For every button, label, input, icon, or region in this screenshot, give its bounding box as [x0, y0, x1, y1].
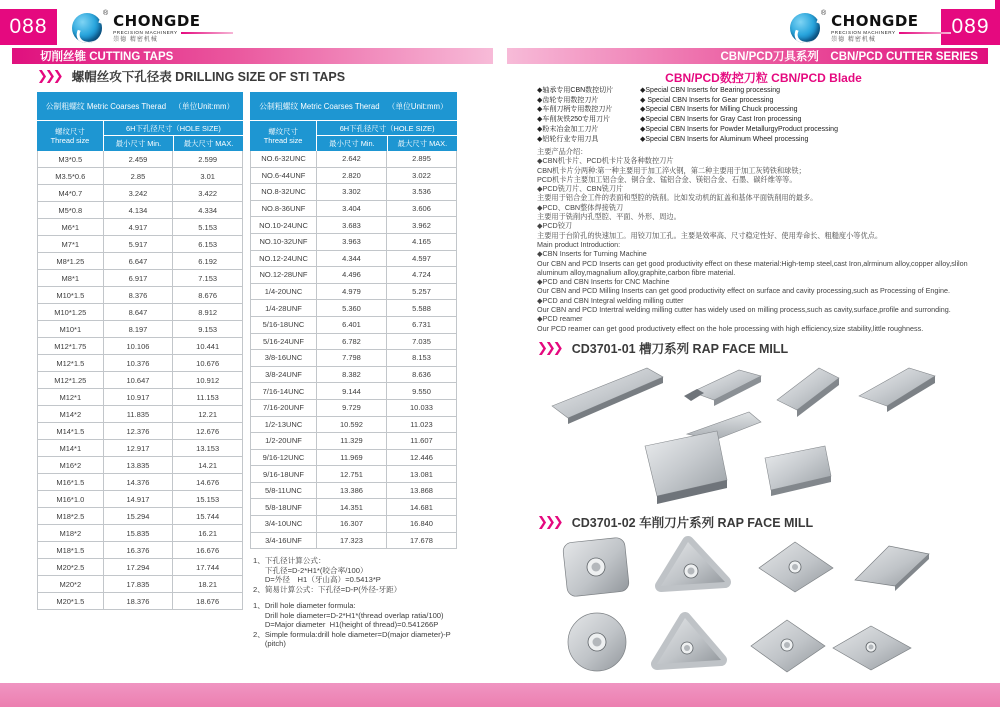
intro-line: Our PCD reamer can get good productivety effect on the hole processing with high efficiency,size stability,little roughness.	[537, 323, 924, 333]
insert-rhombic-1	[759, 542, 833, 592]
note-line: (pitch)	[253, 639, 286, 649]
intro-line: PCD机卡片主要加工铝合金、铜合金、锰铝合金、镁铝合金、石墨、碳纤维等等。	[537, 174, 797, 184]
feature-item: ◆Special CBN Inserts for Bearing processing	[640, 87, 780, 94]
table-row: M5*0.8 4.134 4.334	[37, 202, 243, 219]
table-row: M4*0.7 3.242 3.422	[37, 185, 243, 202]
section-bar-left	[12, 48, 493, 64]
drilling-size-title	[37, 67, 345, 85]
table1-col-min: 最小尺寸 Min.	[104, 136, 174, 151]
feature-item: ◆铝轮行业专用刀具	[537, 135, 599, 143]
lathe-tool-2	[684, 370, 761, 406]
feature-item: ◆Special CBN Inserts for Aluminum Wheel processing	[640, 135, 809, 143]
note-line: 下孔径=D-2*H1*(咬合率/100）	[253, 565, 368, 575]
inserts-illustration	[537, 528, 990, 680]
table1-col-max: 最大尺寸 MAX.	[183, 139, 234, 148]
table-row: M20*2.5 17.294 17.744	[37, 559, 243, 576]
table-row: 1/4-20UNC 4.979 5.257	[250, 284, 457, 301]
table-row: M16*1.5 14.376 14.676	[37, 474, 243, 491]
series1-title-label: CD3701-01 槽刀系列 RAP FACE MILL	[571, 342, 789, 356]
lathe-tool-6	[765, 446, 831, 496]
intro-line: ◆PCD铣刀片、CBN铣刀片	[537, 184, 624, 194]
lathe-tool-4	[859, 368, 935, 412]
brand-chinese: 崇德 精密机械	[113, 37, 158, 44]
insert-trigon	[657, 618, 721, 664]
footer-bar	[0, 683, 1000, 707]
feature-item: ◆Special CBN Inserts for Powder MetallurgyProduct processing	[640, 125, 838, 133]
section-bar-left-label: 切削丝锥 CUTTING TAPS	[40, 51, 174, 63]
insert-parallelogram	[855, 546, 929, 591]
section-bar-right	[507, 48, 988, 64]
table-row: 5/16-18UNC 6.401 6.731	[250, 317, 457, 334]
feature-item: ◆车削刀柄专用数控刀片	[537, 106, 613, 114]
table-row: 3/4-16UNF 17.323 17.678	[250, 533, 457, 550]
registered-mark: ®	[103, 10, 109, 17]
table-row: M12*1.25 10.647 10.912	[37, 372, 243, 389]
metric-thread-table	[37, 92, 243, 610]
table-row: 5/16-24UNF 6.782 7.035	[250, 334, 457, 351]
intro-line: ◆CBN Inserts for Turning Machine	[537, 249, 647, 259]
chevrons-icon: ❯❯❯	[537, 514, 561, 529]
table-row: M6*1 4.917 5.153	[37, 219, 243, 236]
drilling-size-title-label: 螺帽丝攻下孔径表 DRILLING SIZE OF STI TAPS	[71, 70, 346, 84]
features-list-en	[640, 86, 940, 144]
insert-rhombic-2	[751, 620, 825, 672]
intro-line: ◆PCD and CBN Inserts for CNC Machine	[537, 277, 670, 287]
feature-item: ◆车削灰铁250专用刀片	[537, 116, 611, 124]
note-line: 2、简易计算公式：下孔径=D-P(外径-牙距）	[253, 584, 402, 594]
note-line: D=外径 H1（牙山高）=0.5413*P	[253, 575, 381, 585]
feature-item: ◆轴承专用CBN数控切片	[537, 87, 614, 94]
brand-subtitle: PRECISION MACHINERY	[113, 29, 178, 35]
page-number-right-label: 089	[951, 15, 990, 38]
page-number-left-label: 088	[9, 15, 48, 38]
table-row: 1/4-28UNF 5.360 5.588	[250, 300, 457, 317]
table2-col-hole: 6H下孔径尺寸（HOLE SIZE)	[317, 121, 457, 136]
table-row: 3/8-24UNF 8.382 8.636	[250, 367, 457, 384]
insert-round	[568, 613, 626, 671]
brand-chinese: 崇德 精密机械	[831, 37, 876, 44]
intro-line: Main product Introduction:	[537, 239, 621, 249]
table-row: 9/16-12UNC 11.969 12.446	[250, 450, 457, 467]
lathe-tool-1	[552, 368, 663, 424]
insert-square	[562, 537, 629, 597]
table1-title: 公制粗螺纹 Metric Coarses Therad	[45, 101, 167, 111]
series2-title-label: CD3701-02 车削刀片系列 RAP FACE MILL	[571, 516, 814, 530]
table-row: NO.10-32UNF 3.963 4.165	[250, 234, 457, 251]
table-row: NO.12-24UNC 4.344 4.597	[250, 251, 457, 268]
intro-line: ◆PCD铰刀	[537, 221, 573, 231]
table-row: NO.8-36UNF 3.404 3.606	[250, 201, 457, 218]
globe-icon	[72, 13, 102, 43]
table-row: M20*2 17.835 18.21	[37, 576, 243, 593]
table-row: M16*2 13.835 14.21	[37, 457, 243, 474]
note-line: 1、下孔径计算公式：	[253, 556, 326, 565]
intro-line: Our CBN and PCD Inserts can get good productivity effect on these material:High-temp steel,cast Iron,alrminum alloy,copper alloy,slilon aluminum alloy,magnalium alloy,graphite,carbon fibre material.	[537, 258, 968, 277]
formula-notes-en	[253, 601, 493, 649]
table-row: NO.10-24UNC 3.683 3.962	[250, 217, 457, 234]
table-row: 9/16-18UNF 12.751 13.081	[250, 466, 457, 483]
table-row: M18*1.5 16.376 16.676	[37, 542, 243, 559]
table-row: 5/8-11UNC 13.386 13.868	[250, 483, 457, 500]
table2-title: 公制粗螺纹 Metric Coarses Therad	[259, 101, 380, 111]
intro-line: Our CBN and PCD Intertral welding milling cutter has widely used on milling process,such as cavity,surface,profile and surronding.	[537, 305, 951, 315]
table-row: M20*1.5 18.376 18.676	[37, 593, 243, 610]
table-row: 7/16-20UNF 9.729 10.033	[250, 400, 457, 417]
table-row: 3/8-16UNC 7.798 8.153	[250, 350, 457, 367]
table2-col-min: 最小尺寸 Min.	[317, 136, 387, 151]
insert-rhombic-3	[833, 626, 911, 670]
chevrons-icon: ❯❯❯	[537, 340, 561, 355]
brand-dash	[181, 32, 233, 35]
note-line: 2、Simple formula:drill hole diameter=D(major diameter)-P	[253, 629, 451, 639]
table-row: M12*1.5 10.376 10.676	[37, 355, 243, 372]
table-row: M14*1 12.917 13.153	[37, 440, 243, 457]
registered-mark: ®	[821, 10, 827, 17]
table1-col-hole: 6H下孔径尺寸（HOLE SIZE)	[104, 121, 243, 136]
table-row: M14*1.5 12.376 12.676	[37, 423, 243, 440]
intro-line: 主要产品介绍：	[537, 147, 588, 156]
corner-accent	[995, 0, 1000, 9]
globe-icon	[790, 13, 820, 43]
intro-line: 主要用于铣削内孔型腔、平面、外形、周边。	[537, 212, 681, 222]
note-line: Drill hole diameter=D-2*H1*(thread overlap ratia/100)	[253, 610, 444, 620]
brand-name: CHONGDE	[113, 12, 201, 30]
table2-unit: （单位Unit:mm）	[387, 101, 448, 111]
brand-name: CHONGDE	[831, 12, 919, 30]
intro-line: ◆PCD reamer	[537, 314, 583, 324]
intro-line: CBN机卡片分两种:第一种主要用于加工淬火钢，第二种主要用于加工灰铸铁和球铁；	[537, 165, 806, 175]
brand-logo-left	[72, 10, 233, 46]
table-row: NO.6-32UNC 2.642 2.895	[250, 151, 457, 168]
table-row: 7/16-14UNC 9.144 9.550	[250, 383, 457, 400]
table-row: M3*0.5 2.459 2.599	[37, 151, 243, 168]
lathe-tool-3	[777, 368, 839, 417]
feature-item: ◆齿轮专用数控刀片	[537, 96, 599, 104]
table-row: 5/8-18UNF 14.351 14.681	[250, 499, 457, 516]
section-bar-right-label: CBN/PCD刀具系列 CBN/PCD CUTTER SERIES	[720, 51, 978, 63]
table-row: M18*2.5 15.294 15.744	[37, 508, 243, 525]
intro-line: Our CBN and PCD Milling Inserts can get good productivity effect on surface and cavity processing,such as Processing of Engine.	[537, 286, 950, 296]
table1-unit: （单位Unit:mm）	[174, 101, 235, 111]
table-row: M8*1 6.917 7.153	[37, 270, 243, 287]
brand-logo-right	[790, 10, 951, 46]
intro-line: 主要用于铝合金工件的表面和型腔的铣削。比如发动机的缸盖和基体平面铣削用的最多。	[537, 193, 818, 203]
table1-col-thread: 螺纹尺寸 Thread size	[37, 121, 104, 151]
grooving-tools-illustration	[537, 354, 990, 506]
table-row: 1/2-13UNC 10.592 11.023	[250, 417, 457, 434]
note-line: 1、Drill hole diameter formula:	[253, 601, 356, 610]
table-row: 1/2-20UNF 11.329 11.607	[250, 433, 457, 450]
note-line: D=Major diameter H1(height of thread)=0.541266P	[253, 620, 439, 630]
intro-line: 主要用于台阶孔的快速加工。用铰刀加工孔。主要是效率高、尺寸稳定性好、使用寿命长、粗糙度小等优点。	[537, 230, 883, 240]
table-row: M12*1 10.917 11.153	[37, 389, 243, 406]
table-row: 3/4-10UNC 16.307 16.840	[250, 516, 457, 533]
feature-item: ◆粉末冶金加工刀片	[537, 125, 599, 133]
table-row: M16*1.0 14.917 15.153	[37, 491, 243, 508]
table-row: M10*1.5 8.376 8.676	[37, 287, 243, 304]
table-row: M3.5*0.6 2.85 3.01	[37, 168, 243, 185]
table-row: M7*1 5.917 6.153	[37, 236, 243, 253]
unified-thread-table	[250, 92, 457, 549]
brand-subtitle: PRECISION MACHINERY	[831, 29, 896, 35]
brand-dash	[899, 32, 951, 35]
page-number-left	[0, 9, 57, 45]
table-row: M10*1.25 8.647 8.912	[37, 304, 243, 321]
table-row: M12*1.75 10.106 10.441	[37, 338, 243, 355]
lathe-tool-5	[645, 412, 761, 504]
table-row: NO.8-32UNC 3.302 3.536	[250, 184, 457, 201]
table-row: NO.12-28UNF 4.496 4.724	[250, 267, 457, 284]
table-row: M8*1.25 6.647 6.192	[37, 253, 243, 270]
intro-line: ◆CBN机卡片、PCD机卡片及各种数控刀片	[537, 156, 674, 166]
feature-item: ◆ Special CBN Inserts for Gear processing	[640, 96, 774, 104]
formula-notes-cn	[253, 556, 493, 594]
table-row: NO.6-44UNF 2.820 3.022	[250, 168, 457, 185]
feature-item: ◆Special CBN Inserts for Milling Chuck processing	[640, 106, 798, 114]
insert-triangle	[661, 542, 725, 586]
product-introduction	[537, 147, 989, 333]
table-row: M10*1 8.197 9.153	[37, 321, 243, 338]
intro-line: ◆PCD and CBN Integral welding milling cutter	[537, 295, 684, 305]
chevrons-icon: ❯❯❯	[37, 68, 61, 83]
cbn-pcd-blade-title: CBN/PCD数控刀粒 CBN/PCD Blade	[665, 71, 862, 85]
table2-col-thread: 螺纹尺寸 Thread size	[250, 121, 317, 151]
table-row: M18*2 15.835 16.21	[37, 525, 243, 542]
intro-line: ◆PCD、CBN整体焊接铣刀	[537, 202, 624, 212]
table2-col-max: 最大尺寸 MAX.	[397, 139, 448, 148]
table-row: M14*2 11.835 12.21	[37, 406, 243, 423]
feature-item: ◆Special CBN Inserts for Gray Cast Iron processing	[640, 116, 802, 124]
